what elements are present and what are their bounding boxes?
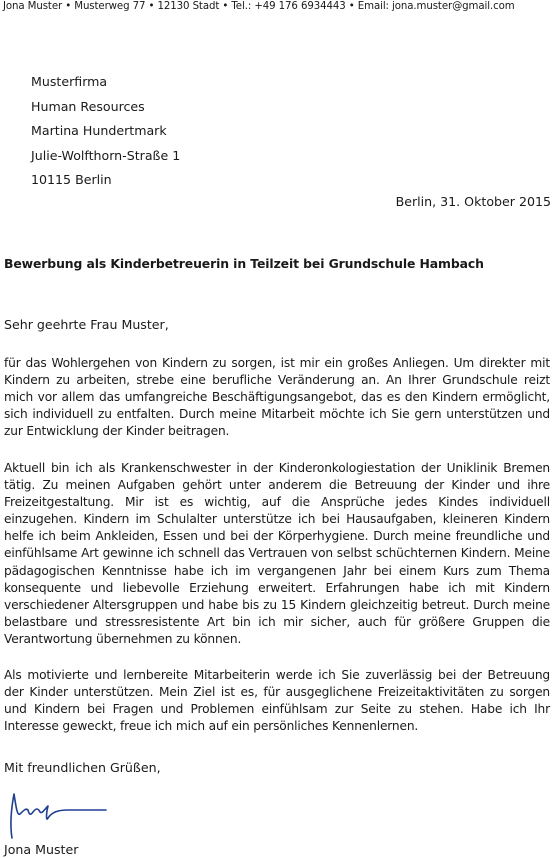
recipient-contact-person: Martina Hundertmark [31,123,167,139]
handwritten-signature [2,786,112,842]
sender-contact-line: Jona Muster • Musterweg 77 • 12130 Stadt • Tel.: +49 176 6934443 • Email: jona.muster@gmail.com [3,1,515,12]
signature-stroke [11,794,106,838]
body-paragraph-1: für das Wohlergehen von Kindern zu sorgen, ist mir ein großes Anliegen. Um direkter mit Kindern zu arbeiten, strebe eine berufliche Veränderung an. An Ihrer Grundschule reizt mich vor allem das umfangreiche Beschäftigungsangebot, das es den Kindern ermöglicht, sich individuell zu entfalten. Durch meine Mitarbeit möchte ich Sie gern unterstützen und zur Entwicklung der Kinder beitragen. [4,356,550,439]
sender-name: Jona Muster [4,842,79,857]
recipient-city: 10115 Berlin [31,172,112,188]
salutation: Sehr geehrte Frau Muster, [4,317,169,332]
recipient-department: Human Resources [31,98,145,114]
body-paragraph-2: Aktuell bin ich als Krankenschwester in der Kinderonkologiestation der Uniklinik Bremen tätig. Zu meinen Aufgaben gehört unter anderem die Betreuung der Kinder und ihre Freizeitgestaltung. Mir ist es wichtig, auf die Ansprüche jedes Kindes individuell einzugehen. Kindern im Schulalter unterstütze ich bei Hausaufgaben, kleineren Kindern helfe ich beim Ankleiden, Essen und bei der Körperhygiene. Durch meine freundliche und einfühlsame Art gewinne ich schnell das Vertrauen von selbst schüchternen Kindern. Meine pädagogischen Kenntnisse habe ich im vergangenen Jahr bei einem Kurs zum Thema konsequente und liebevolle Erziehung erweitert. Erfahrungen habe ich mit Kindern verschiedener Altersgruppen und habe bis zu 15 Kindern gleichzeitig betreut. Durch meine belastbare und stressresistente Art bin ich mir sicher, auch für größere Gruppen die Verantwortung übernehmen zu können. [4,461,550,646]
recipient-street: Julie-Wolfthorn-Straße 1 [31,147,181,163]
closing-phrase: Mit freundlichen Grüßen, [4,760,161,775]
letter-subject: Bewerbung als Kinderbetreuerin in Teilzeit bei Grundschule Hambach [4,256,484,271]
recipient-address [31,70,180,193]
body-paragraph-3: Als motivierte und lernbereite Mitarbeiterin werde ich Sie zuverlässig bei der Betreuung der Kinder unterstützen. Mein Ziel ist es, für ausgeglichene Freizeitaktivitäten zu sorgen und Kindern bei Fragen und Problemen einfühlsam zur Seite zu stehen. Habe ich Ihr Interesse geweckt, freue ich mich auf ein persönliches Kennenlernen. [4,668,550,734]
recipient-company: Musterfirma [31,74,108,89]
letter-date: Berlin, 31. Oktober 2015 [395,194,551,209]
